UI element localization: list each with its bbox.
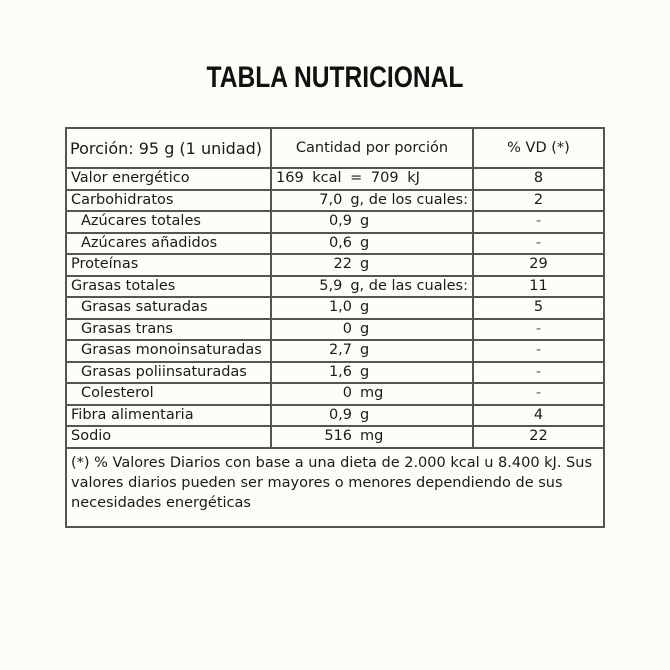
table-row	[66, 233, 604, 255]
table-row	[66, 190, 604, 212]
nutrient-amount: 0,9	[328, 213, 352, 230]
nutrient-dv: -	[473, 211, 604, 233]
nutrient-label: Azúcares totales	[66, 211, 271, 233]
nutrient-dv: -	[473, 362, 604, 384]
nutrient-unit: g, de los cuales:	[350, 191, 468, 208]
nutrient-amount: 1,6	[328, 363, 352, 380]
table-row	[66, 383, 604, 405]
table-row-energy	[66, 168, 604, 190]
nutrient-label: Azúcares añadidos	[66, 233, 271, 255]
nutrient-amount: 22	[333, 256, 352, 273]
table-row	[66, 276, 604, 298]
nutrient-amount: 516	[324, 428, 352, 445]
nutrient-dv: 5	[473, 297, 604, 319]
footnote-row	[66, 448, 604, 527]
nutrient-label: Colesterol	[66, 383, 271, 405]
nutrient-unit: mg	[360, 428, 384, 445]
page-title: TABLA NUTRICIONAL	[206, 61, 464, 94]
nutrient-unit: g	[360, 234, 370, 251]
nutrient-label: Valor energético	[66, 168, 271, 190]
nutrient-amount: 0,9	[328, 406, 352, 423]
nutrient-unit: g	[360, 363, 370, 380]
nutrient-unit: g, de las cuales:	[350, 277, 468, 294]
nutrient-dv: -	[473, 319, 604, 341]
nutrient-label: Carbohidratos	[66, 190, 271, 212]
nutrient-dv: -	[473, 340, 604, 362]
nutrient-dv: 4	[473, 405, 604, 427]
nutrient-label: Grasas trans	[66, 319, 271, 341]
nutrient-amount: 2,7	[328, 342, 352, 359]
nutrient-dv: 22	[473, 426, 604, 448]
nutrient-dv: 8	[473, 168, 604, 190]
nutrient-label: Grasas monoinsaturadas	[66, 340, 271, 362]
nutrient-unit: g	[360, 320, 370, 337]
nutrient-label: Proteínas	[66, 254, 271, 276]
table-row	[66, 319, 604, 341]
nutrient-label: Fibra alimentaria	[66, 405, 271, 427]
nutrient-unit: g	[360, 213, 370, 230]
nutrient-amount: 0,6	[328, 234, 352, 251]
table-row	[66, 254, 604, 276]
nutrient-dv: 29	[473, 254, 604, 276]
nutrient-unit: g	[360, 406, 370, 423]
nutrient-amount: 5,9	[319, 277, 343, 294]
nutrition-table	[65, 127, 605, 528]
nutrient-dv: -	[473, 383, 604, 405]
nutrient-amount: 0	[342, 385, 352, 402]
nutrient-unit: mg	[360, 385, 384, 402]
nutrient-label: Sodio	[66, 426, 271, 448]
dv-header: % VD (*)	[473, 128, 604, 168]
nutrient-label: Grasas poliinsaturadas	[66, 362, 271, 384]
nutrient-amount: 1,0	[328, 299, 352, 316]
nutrient-dv: 11	[473, 276, 604, 298]
nutrient-dv: -	[473, 233, 604, 255]
nutrient-unit: g	[360, 256, 370, 273]
nutrient-amount: 169 kcal = 709 kJ	[271, 168, 473, 190]
table-row	[66, 211, 604, 233]
table-header-row	[66, 128, 604, 168]
nutrient-label: Grasas totales	[66, 276, 271, 298]
table-row	[66, 362, 604, 384]
footnote: (*) % Valores Diarios con base a una dieta de 2.000 kcal u 8.400 kJ. Sus valores diarios pueden ser mayores o menores dependiendo de sus necesidades energéticas	[66, 448, 604, 527]
portion-header: Porción: 95 g (1 unidad)	[66, 128, 271, 168]
nutrient-amount: 7,0	[319, 191, 343, 208]
nutrient-unit: g	[360, 342, 370, 359]
nutrient-unit: g	[360, 299, 370, 316]
table-row	[66, 340, 604, 362]
nutrient-amount: 0	[342, 320, 352, 337]
nutrient-label: Grasas saturadas	[66, 297, 271, 319]
quantity-header: Cantidad por porción	[271, 128, 473, 168]
table-row	[66, 297, 604, 319]
nutrient-dv: 2	[473, 190, 604, 212]
table-row	[66, 405, 604, 427]
table-row	[66, 426, 604, 448]
